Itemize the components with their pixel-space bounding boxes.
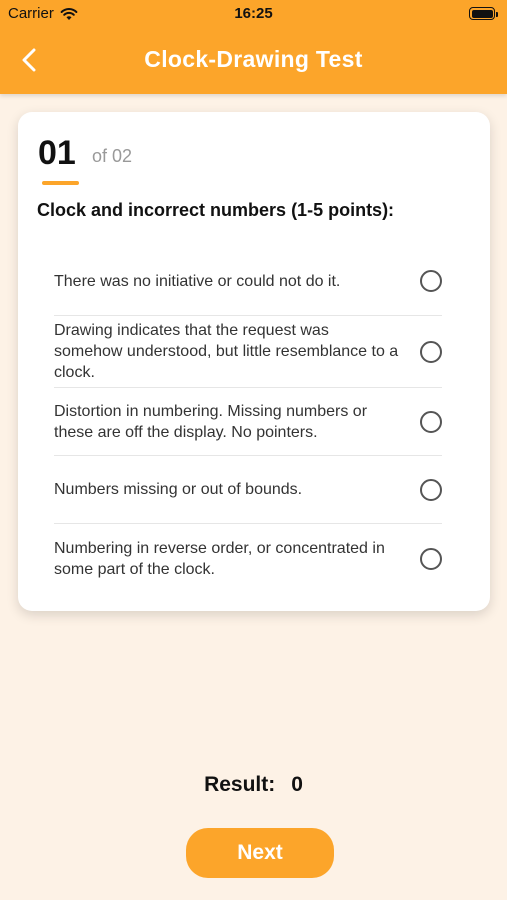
option-row[interactable]	[54, 316, 442, 388]
status-time: 16:25	[234, 5, 273, 22]
nav-header	[0, 0, 507, 94]
option-row[interactable]	[54, 524, 442, 594]
battery-icon	[469, 7, 495, 20]
radio-button[interactable]	[420, 270, 442, 292]
option-label: Distortion in numbering. Missing numbers or these are off the display. No pointers.	[54, 402, 368, 441]
question-underline	[42, 181, 79, 185]
radio-button[interactable]	[420, 548, 442, 570]
option-label: Numbers missing or out of bounds.	[54, 481, 303, 498]
question-title: Clock and incorrect numbers (1-5 points):	[37, 200, 395, 220]
radio-button[interactable]	[420, 341, 442, 363]
result-label: Result:	[204, 773, 276, 796]
next-button[interactable]: Next	[186, 828, 334, 878]
option-label: There was no initiative or could not do it.	[54, 272, 341, 290]
radio-button[interactable]	[420, 479, 442, 501]
option-label: Numbering in reverse order, or concentrated in some part of the clock.	[54, 540, 385, 578]
question-number: 01	[38, 134, 76, 172]
question-card	[18, 112, 490, 611]
radio-button[interactable]	[420, 411, 442, 433]
carrier-label: Carrier	[8, 5, 54, 22]
option-label: Drawing indicates that the request was somehow understood, but little resemblance to a clock.	[54, 322, 399, 381]
result-value: 0	[291, 773, 303, 796]
option-row[interactable]	[54, 388, 442, 456]
option-row[interactable]	[54, 247, 442, 316]
question-total: of 02	[92, 146, 133, 166]
option-row[interactable]	[54, 456, 442, 524]
status-bar	[0, 0, 507, 28]
result-display	[0, 773, 507, 797]
page-title: Clock-Drawing Test	[144, 46, 363, 72]
options-list	[54, 247, 442, 594]
